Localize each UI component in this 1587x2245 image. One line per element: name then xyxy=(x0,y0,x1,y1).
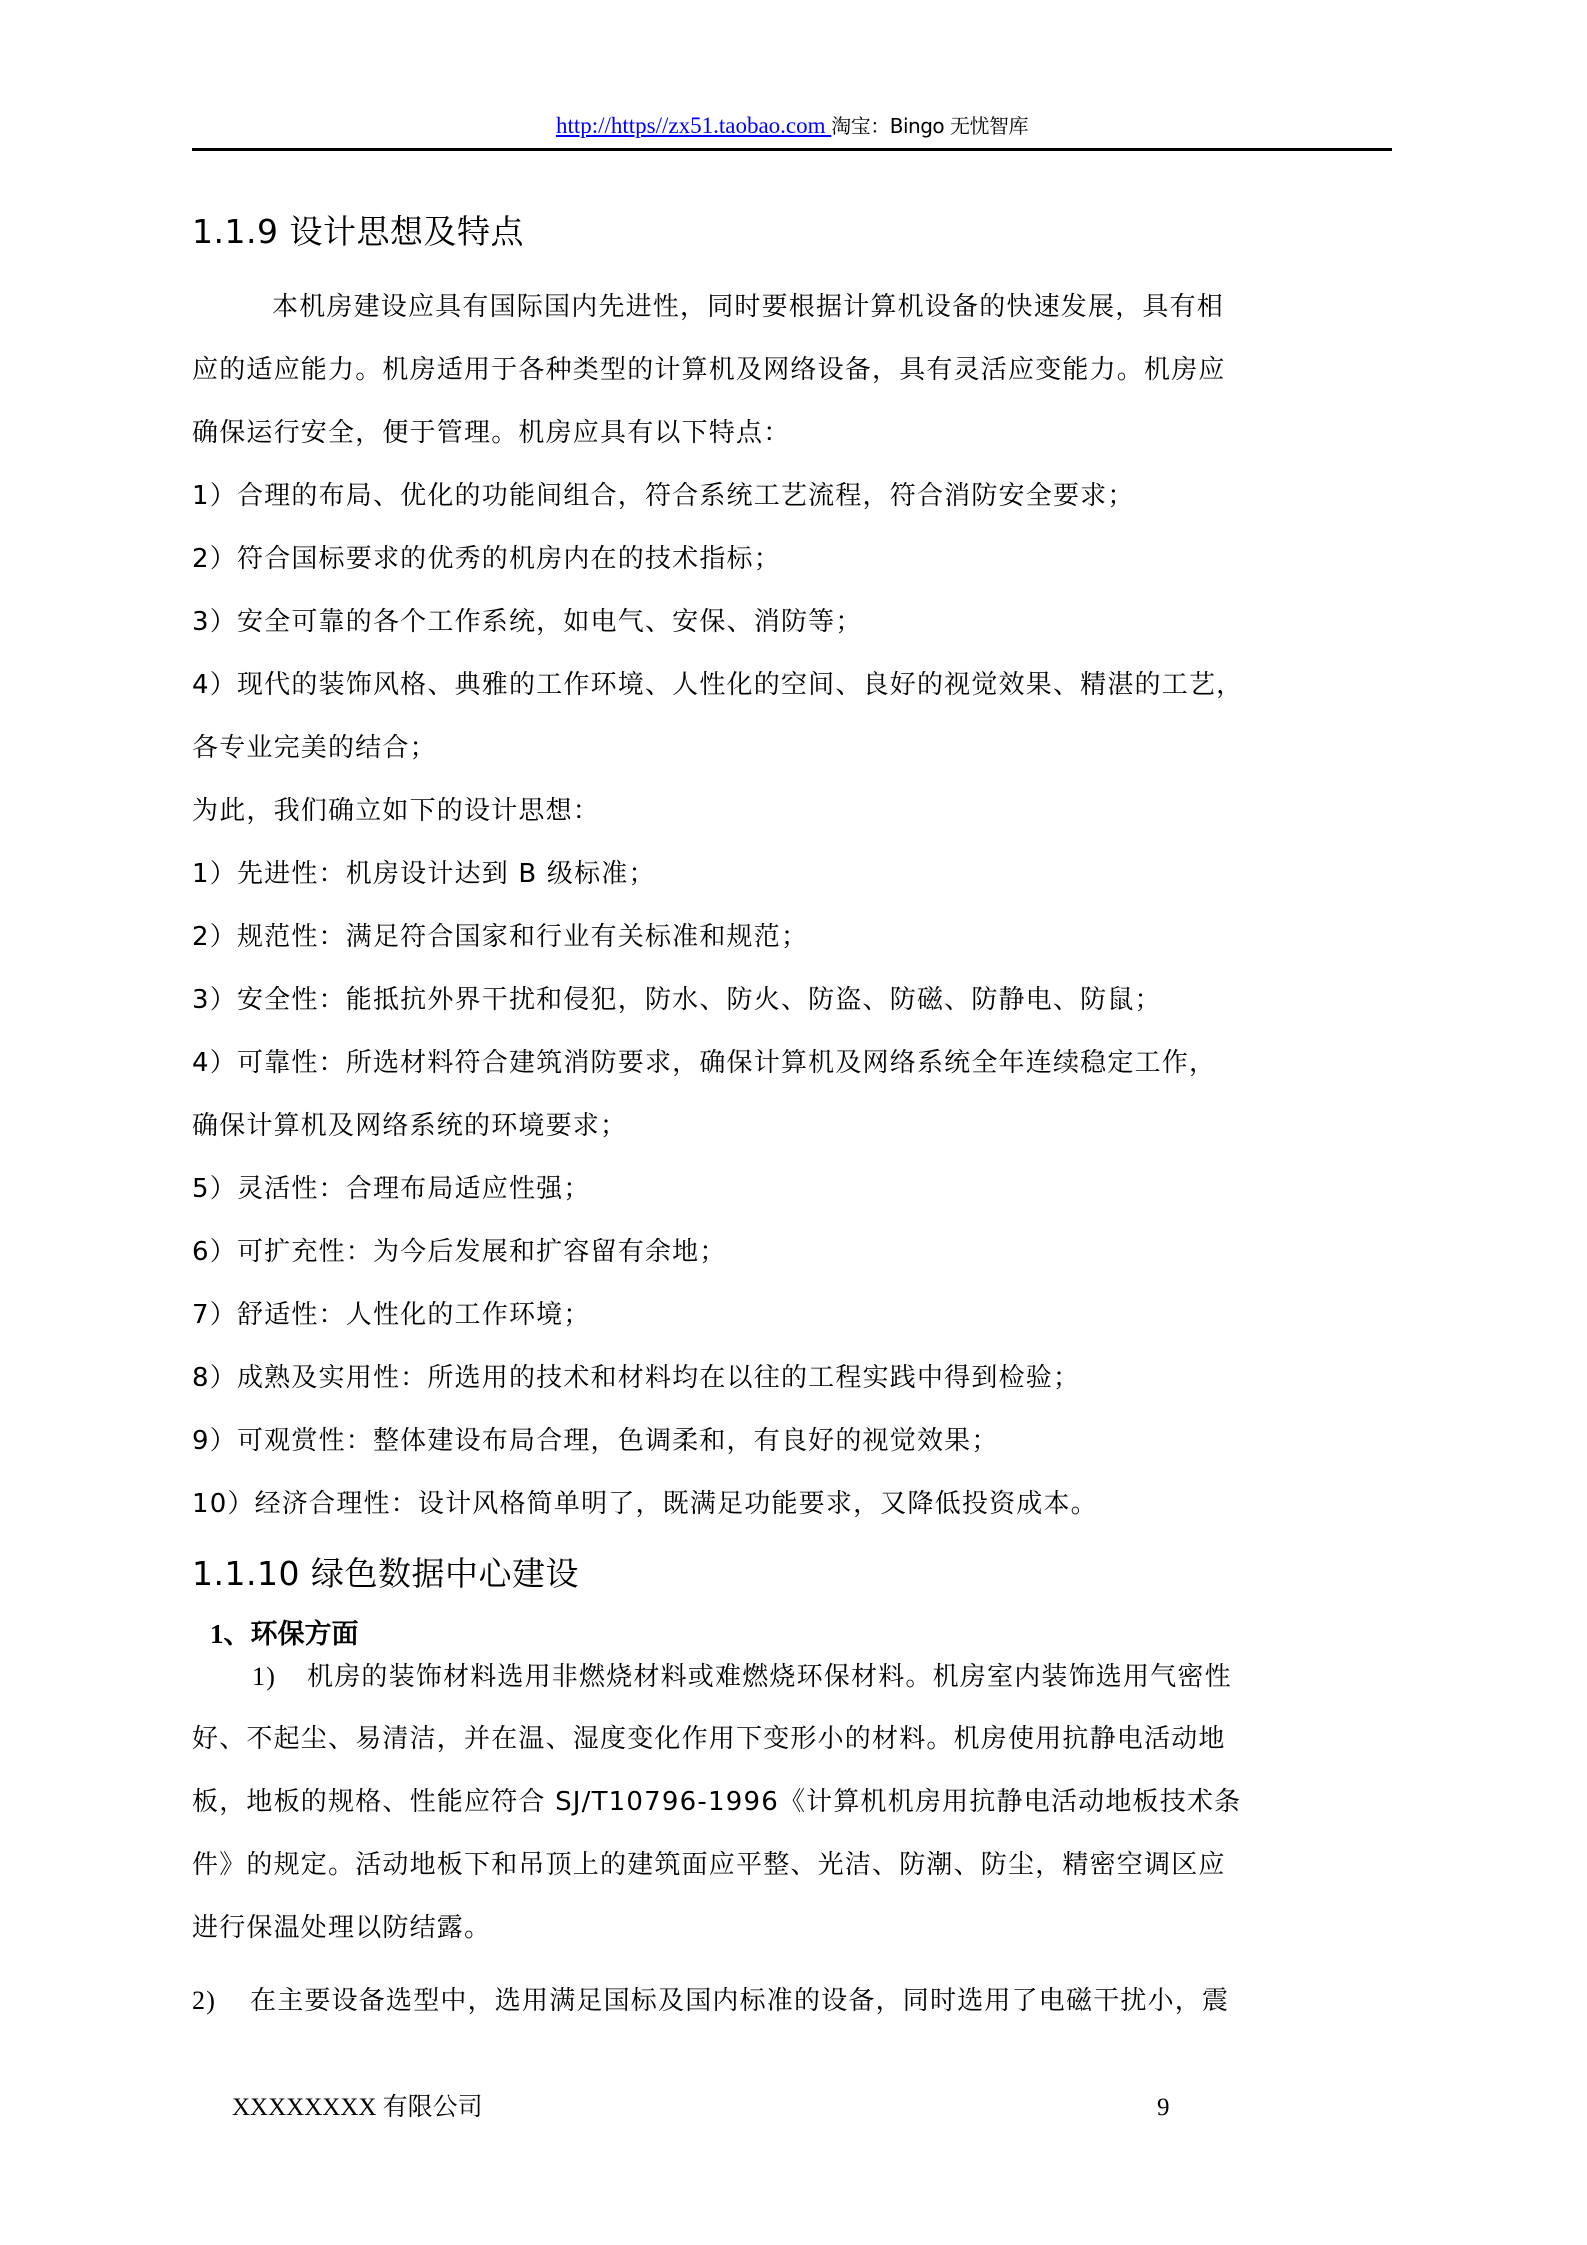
item1-line-3: 板，地板的规格、性能应符合 SJ/T10796-1996《计算机机房用抗静电活动地板技术条 xyxy=(192,1787,1242,1817)
design-idea-9: 9）可观赏性：整体建设布局合理，色调柔和，有良好的视觉效果； xyxy=(192,1426,999,1456)
page-number: 9 xyxy=(1157,2094,1170,2121)
design-idea-2: 2）规范性：满足符合国家和行业有关标准和规范； xyxy=(192,922,809,952)
design-idea-10: 10）经济合理性：设计风格简单明了，既满足功能要求，又降低投资成本。 xyxy=(192,1489,1098,1519)
header-label: 淘宝：Bingo 无忧智库 xyxy=(831,114,1029,138)
feature-item-4-cont: 各专业完美的结合； xyxy=(192,733,437,763)
intro-line-3: 确保运行安全，便于管理。机房应具有以下特点： xyxy=(192,418,791,448)
page-header xyxy=(192,112,1392,141)
section-title-1-1-9: 1.1.9 设计思想及特点 xyxy=(192,212,524,251)
item1-line-5: 进行保温处理以防结露。 xyxy=(192,1913,492,1943)
design-idea-1: 1）先进性：机房设计达到 B 级标准； xyxy=(192,859,656,889)
intro-line-2: 应的适应能力。机房适用于各种类型的计算机及网络设备，具有灵活应变能力。机房应 xyxy=(192,355,1226,385)
design-idea-7: 7）舒适性：人性化的工作环境； xyxy=(192,1300,591,1330)
design-intro: 为此，我们确立如下的设计思想： xyxy=(192,796,601,826)
feature-item-2: 2）符合国标要求的优秀的机房内在的技术指标； xyxy=(192,544,781,574)
subheading-environmental: 1、环保方面 xyxy=(210,1619,359,1649)
feature-item-3: 3）安全可靠的各个工作系统，如电气、安保、消防等； xyxy=(192,607,863,637)
item1-marker: 1) xyxy=(252,1662,277,1691)
design-idea-5: 5）灵活性：合理布局适应性强； xyxy=(192,1174,591,1204)
intro-line-1: 本机房建设应具有国际国内先进性，同时要根据计算机设备的快速发展，具有相 xyxy=(272,292,1225,322)
item1-line-2: 好、不起尘、易清洁，并在温、湿度变化作用下变形小的材料。机房使用抗静电活动地 xyxy=(192,1724,1226,1754)
item1-line-4: 件》的规定。活动地板下和吊顶上的建筑面应平整、光洁、防潮、防尘，精密空调区应 xyxy=(192,1850,1226,1880)
design-idea-4: 4）可靠性：所选材料符合建筑消防要求，确保计算机及网络系统全年连续稳定工作， xyxy=(192,1048,1217,1078)
header-divider xyxy=(192,148,1392,151)
feature-item-1: 1）合理的布局、优化的功能间组合，符合系统工艺流程，符合消防安全要求； xyxy=(192,481,1135,511)
design-idea-4-cont: 确保计算机及网络系统的环境要求； xyxy=(192,1111,628,1141)
item1-line-1: 机房的装饰材料选用非燃烧材料或难燃烧环保材料。机房室内装饰选用气密性 xyxy=(307,1662,1232,1692)
item2-line-1: 在主要设备选型中，选用满足国标及国内标准的设备，同时选用了电磁干扰小，震 xyxy=(250,1986,1230,2016)
feature-item-4: 4）现代的装饰风格、典雅的工作环境、人性化的空间、良好的视觉效果、精湛的工艺， xyxy=(192,670,1244,700)
section-title-1-1-10: 1.1.10 绿色数据中心建设 xyxy=(192,1554,579,1593)
design-idea-3: 3）安全性：能抵抗外界干扰和侵犯，防水、防火、防盗、防磁、防静电、防鼠； xyxy=(192,985,1162,1015)
footer-company: XXXXXXXX 有限公司 xyxy=(232,2094,483,2121)
design-idea-6: 6）可扩充性：为今后发展和扩容留有余地； xyxy=(192,1237,727,1267)
item2-marker: 2) xyxy=(192,1986,217,2015)
design-idea-8: 8）成熟及实用性：所选用的技术和材料均在以往的工程实践中得到检验； xyxy=(192,1363,1081,1393)
header-link[interactable]: http://https//zx51.taobao.com xyxy=(555,113,832,138)
